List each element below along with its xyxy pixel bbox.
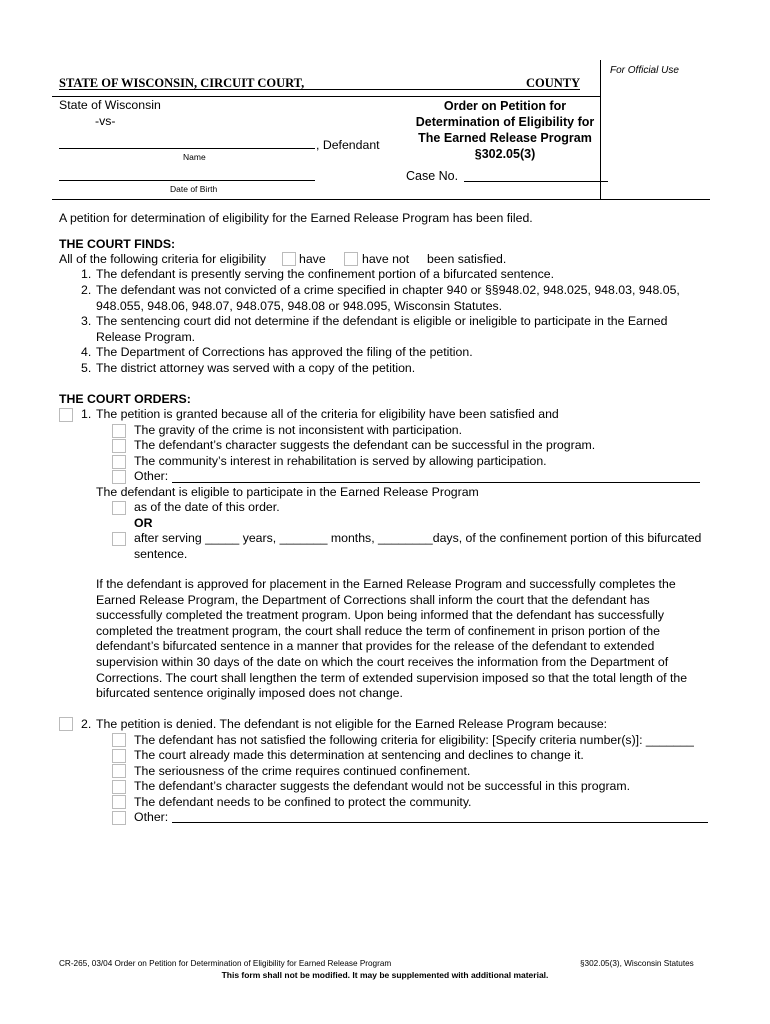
denied-other-checkbox[interactable] xyxy=(112,811,126,825)
court-orders-heading: THE COURT ORDERS: xyxy=(59,392,191,406)
finding-1-text: The defendant is presently serving the confinement portion of a bifurcated sentence. xyxy=(96,267,554,281)
denied-character-text: The defendant’s character suggests the defendant would not be successful in this program. xyxy=(134,779,631,793)
footer-statute: §302.05(3), Wisconsin Statutes xyxy=(580,959,694,968)
finding-4-num: 4. xyxy=(81,345,92,359)
finding-2-text-cont: 948.055, 948.06, 948.07, 948.075, 948.08 or 948.095, Wisconsin Statutes. xyxy=(96,299,503,313)
as-of-date-checkbox[interactable] xyxy=(112,501,126,515)
denied-criteria-text: The defendant has not satisfied the following criteria for eligibility: [Specify criteria number(s)]: _______ xyxy=(134,733,694,747)
finding-4-text: The Department of Corrections has approved the filing of the petition. xyxy=(96,345,473,359)
intro-text: A petition for determination of eligibility for the Earned Release Program has been filed. xyxy=(59,211,533,225)
finding-2-num: 2. xyxy=(81,283,92,297)
denied-protect-checkbox[interactable] xyxy=(112,795,126,809)
title-line-3: The Earned Release Program xyxy=(418,131,592,145)
title-line-2: Determination of Eligibility for xyxy=(415,115,595,129)
denied-sentencing-text: The court already made this determination at sentencing and declines to change it. xyxy=(134,748,584,762)
case-no-field[interactable] xyxy=(464,181,608,182)
date-of-birth-field[interactable] xyxy=(59,180,315,181)
reason-gravity-checkbox[interactable] xyxy=(112,424,126,438)
denied-criteria-checkbox[interactable] xyxy=(112,733,126,747)
footer-notice: This form shall not be modified. It may be supplemented with additional material. xyxy=(221,970,549,980)
denied-sentencing-checkbox[interactable] xyxy=(112,749,126,763)
finding-2-text: The defendant was not convicted of a crime specified in chapter 940 or §§948.02, 948.025, 948.03, 948.05, xyxy=(96,283,680,297)
have-not-checkbox[interactable] xyxy=(344,252,358,266)
official-use-label: For Official Use xyxy=(610,65,679,76)
defendant-label: , Defendant xyxy=(316,138,380,152)
order-granted-checkbox[interactable] xyxy=(59,408,73,422)
finding-3-text: The sentencing court did not determine if the defendant is eligible or ineligible to participate in the Earned xyxy=(96,314,668,328)
after-serving-text: after serving _____ years, _______ months, ________days, of the confinement portion of this bifurcated xyxy=(134,531,702,545)
have-not-label: have not xyxy=(362,252,410,266)
county-label: COUNTY xyxy=(526,76,581,90)
denied-seriousness-checkbox[interactable] xyxy=(112,764,126,778)
order-granted-text: The petition is granted because all of the criteria for eligibility have been satisfied and xyxy=(96,407,559,421)
denied-other-field[interactable] xyxy=(172,822,708,823)
reason-community-checkbox[interactable] xyxy=(112,455,126,469)
court-heading-rule xyxy=(59,89,580,90)
after-serving-checkbox[interactable] xyxy=(112,532,126,546)
case-no-label: Case No. xyxy=(406,169,459,183)
plaintiff-name: State of Wisconsin xyxy=(59,98,161,112)
denied-character-checkbox[interactable] xyxy=(112,780,126,794)
defendant-name-field[interactable] xyxy=(59,148,315,149)
title-line-1: Order on Petition for xyxy=(443,99,567,113)
reason-community-text: The community’s interest in rehabilitation is served by allowing participation. xyxy=(134,454,547,468)
release-paragraph: If the defendant is approved for placement in the Earned Release Program and successfully completes the Earned Release Program, the Department of Corrections shall inform the court that the defendant has successfully completed the treatment program. Upon being informed that the defendant has successfully completed the treatment program, the court shall reduce the term of confinement in prison portion of the defendant’s bifurcated sentence in a manner that provides for the release of the defendant to extended supervision within 30 days of the date on which the court receives the information from the Department of Corrections. The court shall lengthen the term of extended supervision imposed so that the total length of the bifurcated sentence originally imposed does not change. xyxy=(96,577,688,701)
order-granted-num: 1. xyxy=(81,407,92,421)
title-line-4: §302.05(3) xyxy=(474,147,536,161)
order-denied-checkbox[interactable] xyxy=(59,717,73,731)
granted-other-field[interactable] xyxy=(172,482,700,483)
court-finds-heading: THE COURT FINDS: xyxy=(59,237,176,251)
satisfied-label: been satisfied. xyxy=(427,252,507,266)
name-label: Name xyxy=(183,152,206,162)
denied-other-label: Other: xyxy=(134,810,169,824)
have-label: have xyxy=(299,252,326,266)
finding-1-num: 1. xyxy=(81,267,92,281)
granted-other-checkbox[interactable] xyxy=(112,470,126,484)
header-bottom-rule-right xyxy=(600,199,710,200)
eligible-text: The defendant is eligible to participate in the Earned Release Program xyxy=(96,485,479,499)
order-denied-text: The petition is denied. The defendant is not eligible for the Earned Release Program because: xyxy=(96,717,608,731)
have-checkbox[interactable] xyxy=(282,252,296,266)
after-serving-text-cont: sentence. xyxy=(134,547,188,561)
versus-label: -vs- xyxy=(95,114,116,128)
header-divider xyxy=(52,96,600,97)
footer-form-id: CR-265, 03/04 Order on Petition for Determination of Eligibility for Earned Release Program xyxy=(59,959,392,968)
or-label: OR xyxy=(134,516,153,530)
granted-other-label: Other: xyxy=(134,469,169,483)
criteria-prefix: All of the following criteria for eligibility xyxy=(59,252,267,266)
finding-3-text-cont: Release Program. xyxy=(96,330,196,344)
finding-5-text: The district attorney was served with a copy of the petition. xyxy=(96,361,416,375)
header-bottom-rule xyxy=(52,199,600,200)
finding-5-num: 5. xyxy=(81,361,92,375)
as-of-date-text: as of the date of this order. xyxy=(134,500,280,514)
reason-gravity-text: The gravity of the crime is not inconsistent with participation. xyxy=(134,423,463,437)
form-title xyxy=(400,98,610,162)
reason-character-checkbox[interactable] xyxy=(112,439,126,453)
reason-character-text: The defendant’s character suggests the defendant can be successful in the program. xyxy=(134,438,596,452)
finding-3-num: 3. xyxy=(81,314,92,328)
court-heading: STATE OF WISCONSIN, CIRCUIT COURT, xyxy=(59,76,305,90)
dob-label: Date of Birth xyxy=(170,184,218,194)
order-denied-num: 2. xyxy=(81,717,92,731)
denied-seriousness-text: The seriousness of the crime requires continued confinement. xyxy=(134,764,471,778)
denied-protect-text: The defendant needs to be confined to protect the community. xyxy=(134,795,472,809)
